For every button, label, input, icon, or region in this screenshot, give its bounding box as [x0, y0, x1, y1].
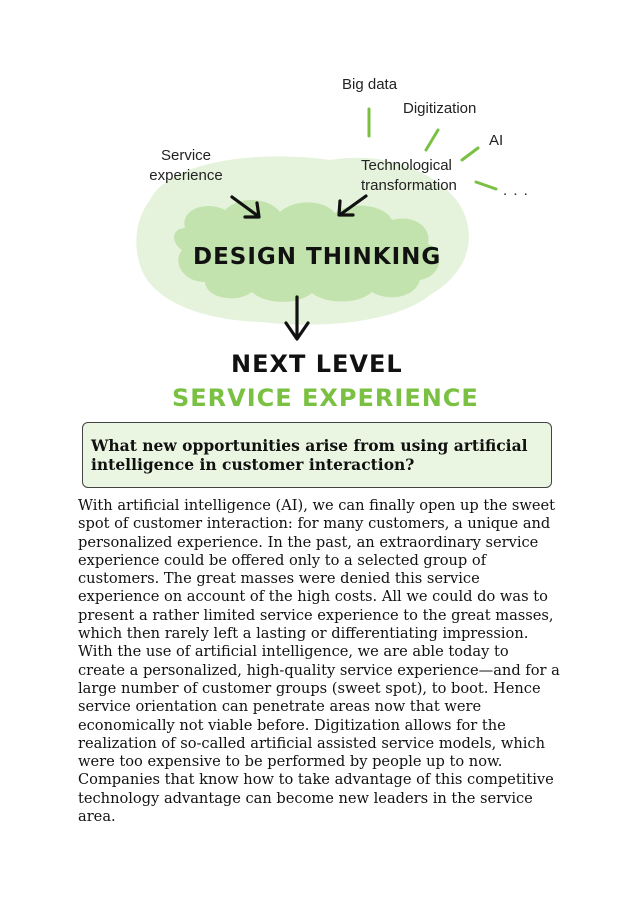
ai-ray	[462, 148, 478, 160]
body-paragraph: With artificial intelligence (AI), we can finally open up the sweet spot of customer interaction: for many customers, a unique and personalized experience. In the past, an extraordinary service experience could be offered only to a selected group of customers. The great masses were denied this service experience on account of the high costs. All we could do was to present a rather limited service experience to the great masses, which then rarely left a lasting or differentiating impression. With the use of artificial intelligence, we are able today to create a personalized, high-quality service experience—and for a large number of customer groups (sweet spot), to boot. Hence service orientation can penetrate areas now that were economically not viable before. Digitization allows for the realization of so-called artificial assisted service models, which were too expensive to be performed by people up to now. Companies that know how to take advantage of this competitive technology advantage can become new leaders in the service area.	[78, 497, 560, 826]
tech-line-2: transformation	[361, 177, 457, 194]
ellipsis-ray	[476, 182, 496, 189]
question-box	[82, 422, 552, 488]
service-line-2: experience	[149, 167, 223, 184]
design-thinking-label: DESIGN THINKING	[193, 244, 442, 270]
label-technological-transformation	[361, 156, 457, 196]
design-thinking-diagram	[0, 0, 636, 420]
label-digitization: Digitization	[403, 100, 477, 117]
label-big-data: Big data	[342, 76, 398, 93]
question-text: What new opportunities arise from using artificial intelligence in customer interaction?	[91, 436, 528, 474]
service-line-1: Service	[160, 147, 212, 164]
label-ellipsis: . . .	[503, 182, 529, 199]
next-level-label: NEXT LEVEL	[231, 350, 403, 378]
label-ai: AI	[489, 132, 504, 149]
service-experience-headline: SERVICE EXPERIENCE	[172, 384, 479, 412]
digitization-ray	[426, 130, 438, 150]
tech-line-1: Technological	[361, 157, 452, 174]
label-service-experience	[140, 146, 232, 186]
